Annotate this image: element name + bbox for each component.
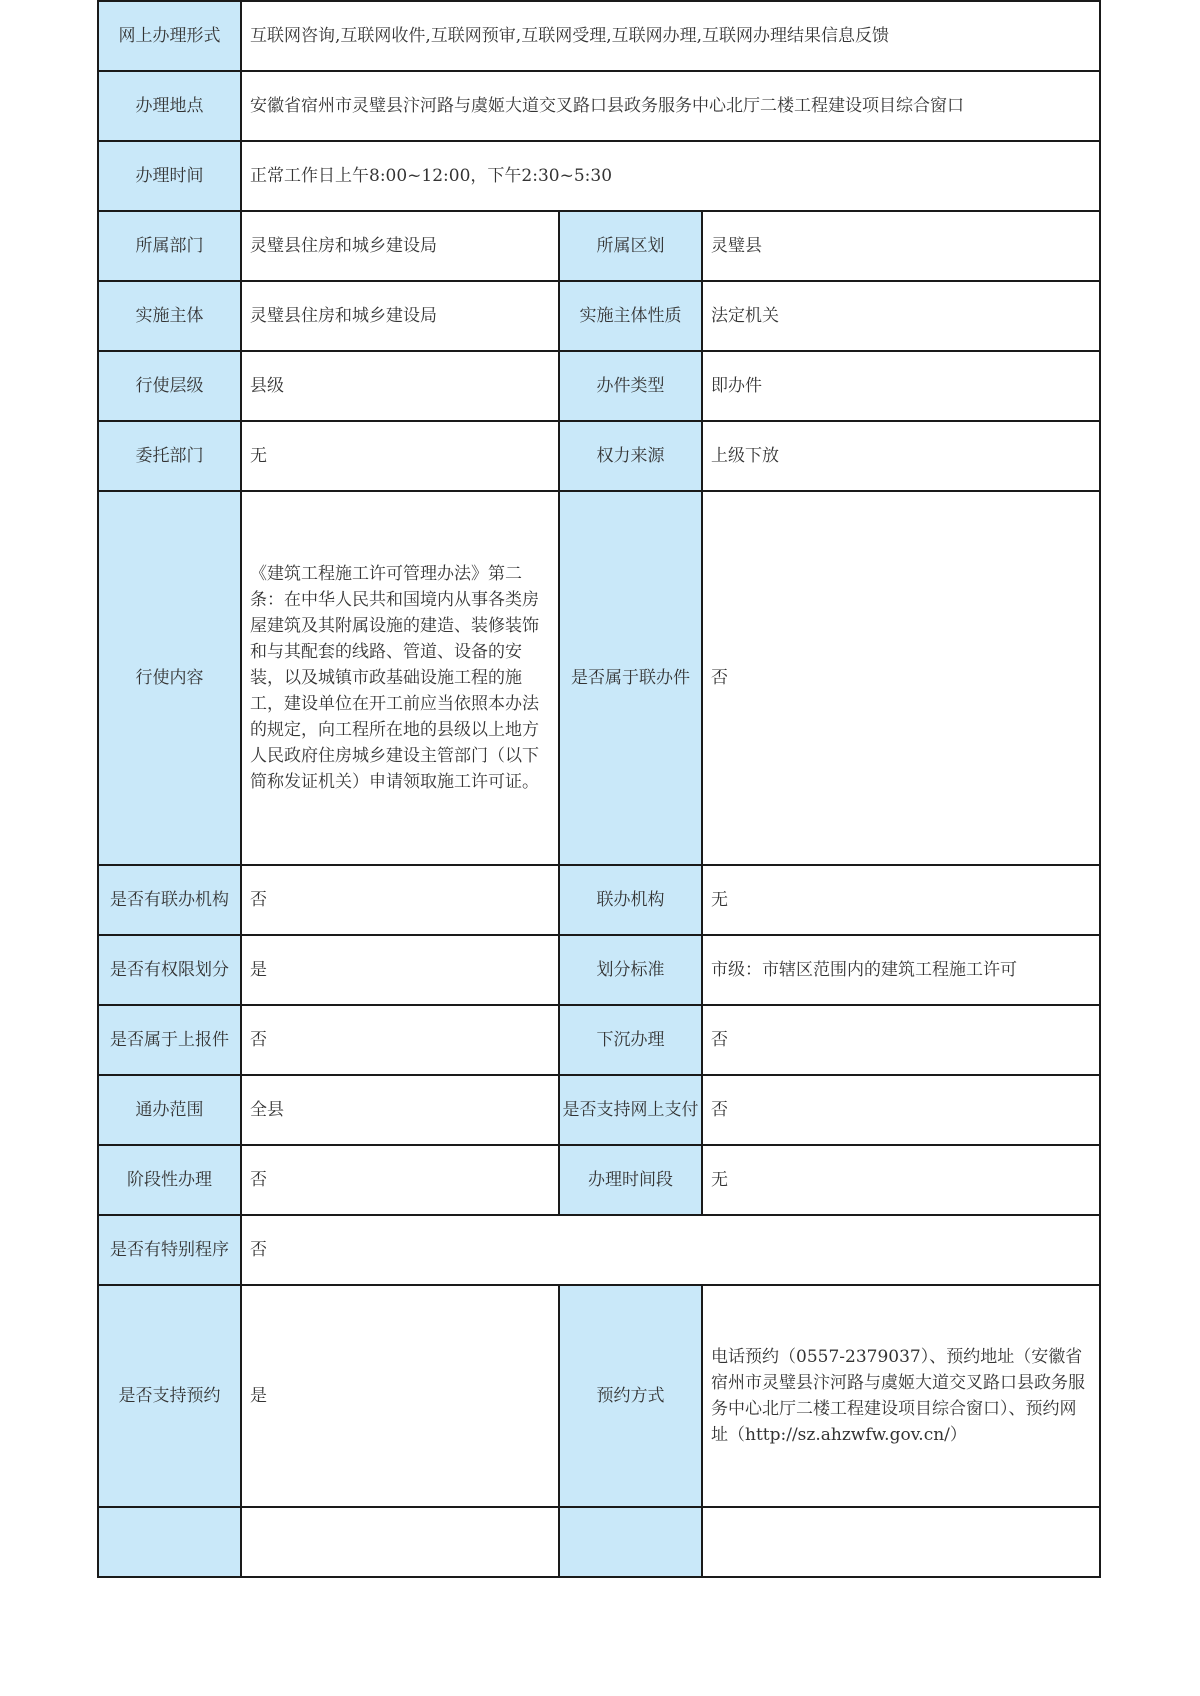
region-value: 灵璧县	[702, 211, 1100, 281]
power-source-value: 上级下放	[702, 421, 1100, 491]
appointment-method-value: 电话预约（0557-2379037）、预约地址（安徽省宿州市灵璧县汴河路与虞姬大道交叉路口县政务服务中心北厅二楼工程建设项目综合窗口）、预约网址（http://sz.ahzwfw.gov.cn/）	[702, 1285, 1100, 1507]
table-row-online-form	[98, 1, 1100, 71]
authority-split-value: 是	[241, 935, 559, 1005]
location-value: 安徽省宿州市灵璧县汴河路与虞姬大道交叉路口县政务服务中心北厅二楼工程建设项目综合窗口	[241, 71, 1100, 141]
appointment-label: 是否支持预约	[98, 1285, 241, 1507]
table-row-entrusted	[98, 421, 1100, 491]
value-cell-empty	[241, 1507, 559, 1577]
level-value: 县级	[241, 351, 559, 421]
appointment-method-label: 预约方式	[559, 1285, 702, 1507]
split-standard-label: 划分标准	[559, 935, 702, 1005]
location-label: 办理地点	[98, 71, 241, 141]
joint-org-q-label: 是否有联办机构	[98, 865, 241, 935]
table-row-location	[98, 71, 1100, 141]
report-up-label: 是否属于上报件	[98, 1005, 241, 1075]
region-label: 所属区划	[559, 211, 702, 281]
level-label: 行使层级	[98, 351, 241, 421]
report-up-value: 否	[241, 1005, 559, 1075]
joint-case-label: 是否属于联办件	[559, 491, 702, 865]
sink-handling-value: 否	[702, 1005, 1100, 1075]
table-row-appointment	[98, 1285, 1100, 1507]
department-value: 灵璧县住房和城乡建设局	[241, 211, 559, 281]
table-row-special	[98, 1215, 1100, 1285]
sink-handling-label: 下沉办理	[559, 1005, 702, 1075]
split-standard-value: 市级：市辖区范围内的建筑工程施工许可	[702, 935, 1100, 1005]
special-label: 是否有特别程序	[98, 1215, 241, 1285]
scope-value: 全县	[241, 1075, 559, 1145]
value-cell-empty	[702, 1507, 1100, 1577]
time-slot-value: 无	[702, 1145, 1100, 1215]
hours-value: 正常工作日上午8:00~12:00，下午2:30~5:30	[241, 141, 1100, 211]
case-type-label: 办件类型	[559, 351, 702, 421]
content-label: 行使内容	[98, 491, 241, 865]
implementer-nature-label: 实施主体性质	[559, 281, 702, 351]
implementer-label: 实施主体	[98, 281, 241, 351]
power-source-label: 权力来源	[559, 421, 702, 491]
implementer-nature-value: 法定机关	[702, 281, 1100, 351]
online-form-value: 互联网咨询,互联网收件,互联网预审,互联网受理,互联网办理,互联网办理结果信息反馈	[241, 1, 1100, 71]
time-slot-label: 办理时间段	[559, 1145, 702, 1215]
table-row-hours	[98, 141, 1100, 211]
joint-org-label: 联办机构	[559, 865, 702, 935]
table-row-implementer	[98, 281, 1100, 351]
label-cell-empty	[559, 1507, 702, 1577]
appointment-value: 是	[241, 1285, 559, 1507]
case-type-value: 即办件	[702, 351, 1100, 421]
department-label: 所属部门	[98, 211, 241, 281]
joint-org-value: 无	[702, 865, 1100, 935]
hours-label: 办理时间	[98, 141, 241, 211]
table-row-level	[98, 351, 1100, 421]
special-value: 否	[241, 1215, 1100, 1285]
table-row-staged	[98, 1145, 1100, 1215]
table-row-report-up	[98, 1005, 1100, 1075]
implementer-value: 灵璧县住房和城乡建设局	[241, 281, 559, 351]
table-row-cutoff-bottom	[98, 1507, 1100, 1577]
table-row-department	[98, 211, 1100, 281]
table-row-authority-split	[98, 935, 1100, 1005]
table-row-content	[98, 491, 1100, 865]
staged-value: 否	[241, 1145, 559, 1215]
online-payment-value: 否	[702, 1075, 1100, 1145]
staged-label: 阶段性办理	[98, 1145, 241, 1215]
scope-label: 通办范围	[98, 1075, 241, 1145]
joint-case-value: 否	[702, 491, 1100, 865]
entrusted-label: 委托部门	[98, 421, 241, 491]
table-row-joint-org	[98, 865, 1100, 935]
label-cell-empty	[98, 1507, 241, 1577]
content-value: 《建筑工程施工许可管理办法》第二条：在中华人民共和国境内从事各类房屋建筑及其附属设施的建造、装修装饰和与其配套的线路、管道、设备的安装，以及城镇市政基础设施工程的施工，建设单位在开工前应当依照本办法的规定，向工程所在地的县级以上地方人民政府住房城乡建设主管部门（以下简称发证机关）申请领取施工许可证。	[241, 491, 559, 865]
table-row-scope	[98, 1075, 1100, 1145]
joint-org-q-value: 否	[241, 865, 559, 935]
entrusted-value: 无	[241, 421, 559, 491]
authority-split-label: 是否有权限划分	[98, 935, 241, 1005]
document-page	[97, 0, 1099, 1696]
online-payment-label: 是否支持网上支付	[559, 1075, 702, 1145]
online-form-label: 网上办理形式	[98, 1, 241, 71]
service-info-table	[97, 0, 1101, 1578]
